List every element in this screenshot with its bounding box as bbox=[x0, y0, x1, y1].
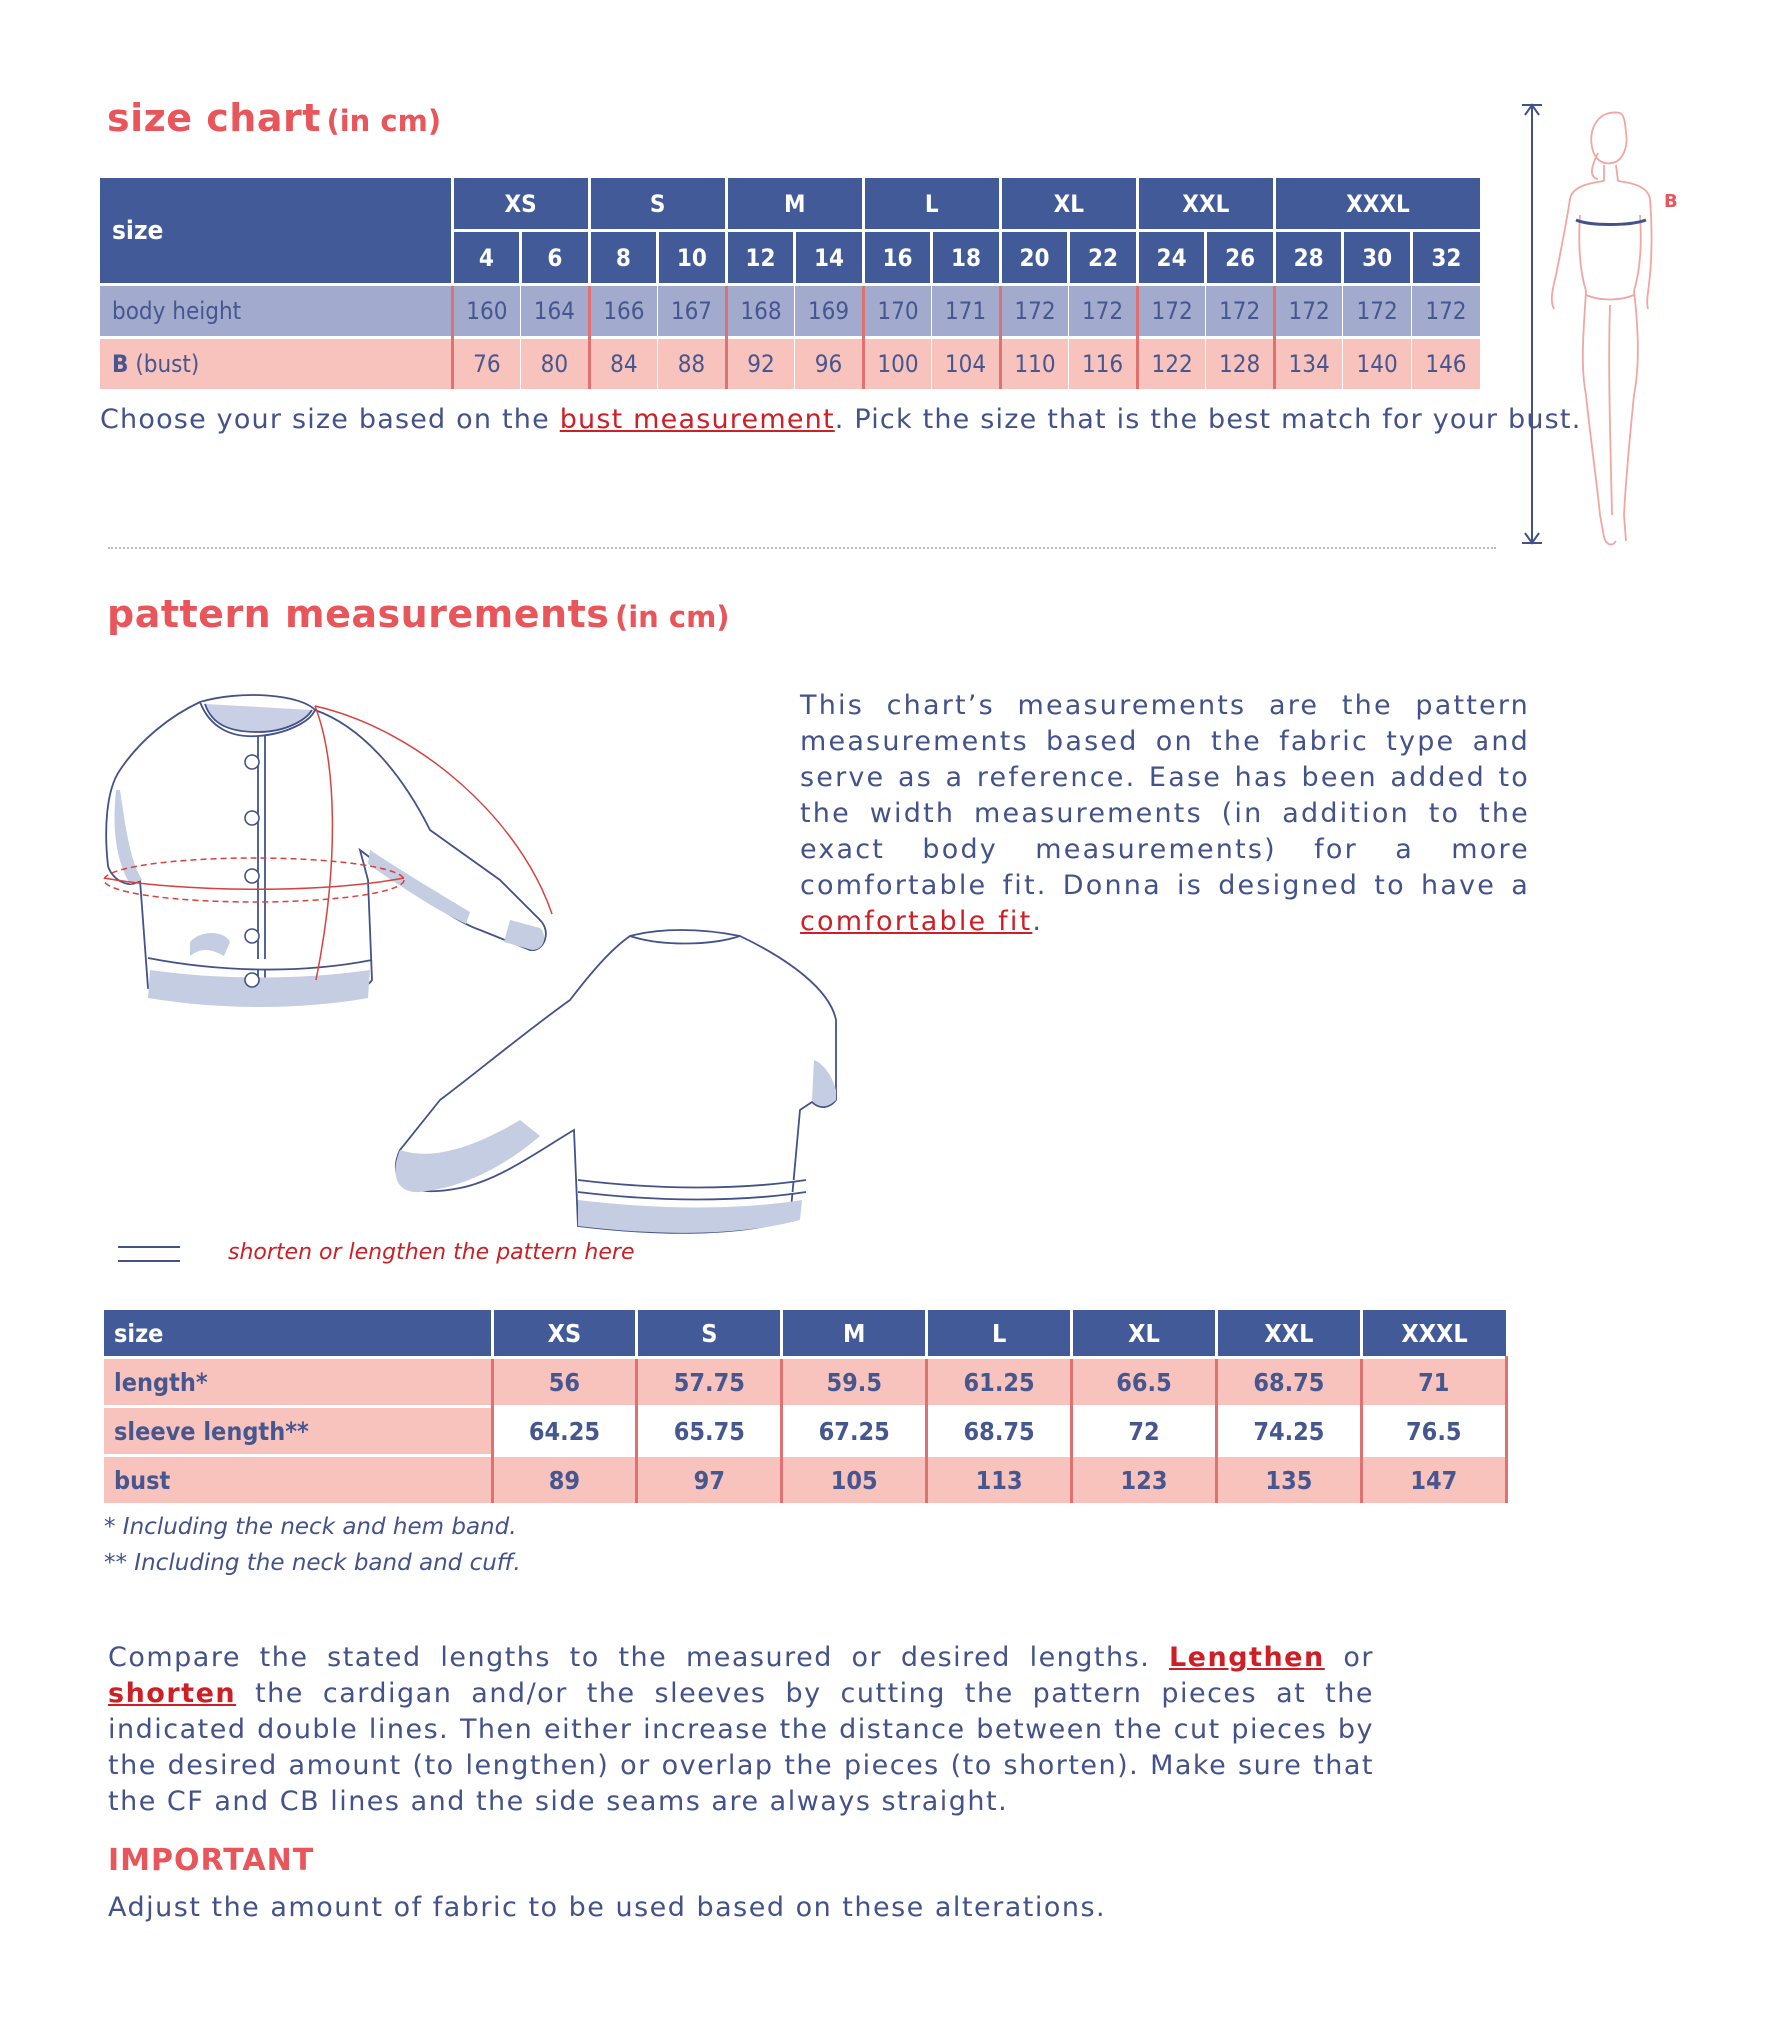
bust-value: 76 bbox=[452, 338, 521, 390]
important-heading: IMPORTANT bbox=[108, 1843, 315, 1878]
lengthen-link[interactable]: Lengthen bbox=[1168, 1642, 1325, 1673]
size-chart-title bbox=[107, 96, 441, 140]
body-height-value: 170 bbox=[863, 285, 932, 338]
size-number: 10 bbox=[658, 231, 727, 285]
pattern-title-text: pattern measurements bbox=[107, 592, 610, 636]
size-number: 32 bbox=[1411, 231, 1480, 285]
compare-paragraph bbox=[108, 1640, 1374, 1820]
size-chart-table bbox=[100, 178, 1480, 389]
bust-value: 128 bbox=[1206, 338, 1275, 390]
double-line-legend-icon bbox=[118, 1246, 180, 1262]
bust-value: 88 bbox=[658, 338, 727, 390]
shorten-lengthen-legend: shorten or lengthen the pattern here bbox=[228, 1240, 635, 1265]
length-value: 66.5 bbox=[1072, 1358, 1217, 1407]
pattern-size-label: size bbox=[104, 1310, 492, 1358]
footnote-length: * Including the neck and hem band. bbox=[104, 1514, 517, 1540]
compare-or: or bbox=[1324, 1642, 1375, 1673]
size-instruction-after: . Pick the size that is the best match for your bust. bbox=[834, 404, 1582, 435]
body-height-label: body height bbox=[100, 285, 452, 338]
body-height-value: 172 bbox=[1069, 285, 1138, 338]
body-height-value: 171 bbox=[932, 285, 1001, 338]
bust-row bbox=[100, 338, 1480, 390]
pattern-bust-value: 89 bbox=[492, 1456, 637, 1504]
body-height-value: 172 bbox=[1000, 285, 1069, 338]
size-number: 24 bbox=[1137, 231, 1206, 285]
size-group-xl: XL bbox=[1000, 178, 1137, 231]
comfortable-fit-link[interactable]: comfortable fit bbox=[800, 906, 1033, 937]
length-value: 61.25 bbox=[927, 1358, 1072, 1407]
size-group-xxxl: XXXL bbox=[1274, 178, 1480, 231]
body-height-value: 166 bbox=[589, 285, 658, 338]
size-group-s: S bbox=[589, 178, 726, 231]
size-number: 4 bbox=[452, 231, 521, 285]
bust-value: 84 bbox=[589, 338, 658, 390]
pattern-bust-value: 123 bbox=[1072, 1456, 1217, 1504]
bust-value: 140 bbox=[1343, 338, 1412, 390]
size-number: 12 bbox=[726, 231, 795, 285]
pattern-bust-row bbox=[104, 1456, 1506, 1504]
bust-value: 80 bbox=[521, 338, 590, 390]
important-text: Adjust the amount of fabric to be used based on these alterations. bbox=[108, 1892, 1107, 1923]
body-height-value: 167 bbox=[658, 285, 727, 338]
size-group-l: L bbox=[863, 178, 1000, 231]
pattern-size-xxl: XXL bbox=[1216, 1310, 1361, 1358]
pattern-header-row bbox=[104, 1310, 1506, 1358]
sleeve-length-value: 65.75 bbox=[637, 1407, 782, 1456]
size-number: 16 bbox=[863, 231, 932, 285]
body-height-value: 172 bbox=[1137, 285, 1206, 338]
size-number: 20 bbox=[1000, 231, 1069, 285]
bust-label-prefix: B bbox=[112, 350, 129, 378]
size-chart-unit: (in cm) bbox=[326, 104, 442, 138]
size-group-xxl: XXL bbox=[1137, 178, 1274, 231]
body-height-value: 172 bbox=[1206, 285, 1275, 338]
bust-value: 116 bbox=[1069, 338, 1138, 390]
body-height-value: 168 bbox=[726, 285, 795, 338]
front-cardigan bbox=[106, 695, 546, 1000]
sleeve-length-value: 68.75 bbox=[927, 1407, 1072, 1456]
cardigan-illustration bbox=[100, 680, 840, 1240]
pattern-description-end: . bbox=[1032, 906, 1044, 937]
bust-value: 96 bbox=[795, 338, 864, 390]
body-height-value: 172 bbox=[1343, 285, 1412, 338]
compare-text-2: the cardigan and/or the sleeves by cutting the pattern pieces at the indicated double lines. Then either increase the distance between the cut pieces by the desired amount (to lengthen) or overlap the pieces (to shorten). Make sure that the CF and CB lines and the side seams are always straight. bbox=[108, 1678, 1374, 1817]
length-value: 56 bbox=[492, 1358, 637, 1407]
footnote-sleeve: ** Including the neck band and cuff. bbox=[104, 1550, 521, 1576]
pattern-size-xxxl: XXXL bbox=[1361, 1310, 1506, 1358]
length-value: 68.75 bbox=[1216, 1358, 1361, 1407]
size-number: 30 bbox=[1343, 231, 1412, 285]
size-group-row bbox=[100, 178, 1480, 231]
size-group-xs: XS bbox=[452, 178, 589, 231]
body-height-value: 169 bbox=[795, 285, 864, 338]
size-header-label: size bbox=[112, 215, 164, 246]
pattern-bust-value: 113 bbox=[927, 1456, 1072, 1504]
bust-value: 146 bbox=[1411, 338, 1480, 390]
size-number: 14 bbox=[795, 231, 864, 285]
sleeve-length-value: 76.5 bbox=[1361, 1407, 1506, 1456]
pattern-size-s: S bbox=[637, 1310, 782, 1358]
sleeve-length-row bbox=[104, 1407, 1506, 1456]
size-instruction-before: Choose your size based on the bbox=[100, 404, 560, 435]
figure-bust-label: B bbox=[1664, 191, 1678, 212]
size-number: 26 bbox=[1206, 231, 1275, 285]
pattern-bust-label: bust bbox=[104, 1456, 492, 1504]
sleeve-length-value: 72 bbox=[1072, 1407, 1217, 1456]
shorten-link[interactable]: shorten bbox=[108, 1678, 237, 1709]
bust-value: 100 bbox=[863, 338, 932, 390]
bust-label bbox=[100, 338, 452, 390]
bust-line bbox=[1576, 220, 1646, 225]
bust-value: 110 bbox=[1000, 338, 1069, 390]
pattern-bust-value: 135 bbox=[1216, 1456, 1361, 1504]
size-group-m: M bbox=[726, 178, 863, 231]
pattern-bust-value: 147 bbox=[1361, 1456, 1506, 1504]
pattern-size-xl: XL bbox=[1072, 1310, 1217, 1358]
length-row bbox=[104, 1358, 1506, 1407]
compare-text-1: Compare the stated lengths to the measured or desired lengths. bbox=[108, 1642, 1169, 1673]
pattern-size-m: M bbox=[782, 1310, 927, 1358]
length-label: length* bbox=[104, 1358, 492, 1407]
body-height-value: 172 bbox=[1411, 285, 1480, 338]
pattern-bust-value: 105 bbox=[782, 1456, 927, 1504]
body-height-value: 160 bbox=[452, 285, 521, 338]
length-value: 71 bbox=[1361, 1358, 1506, 1407]
size-chart-title-text: size chart bbox=[107, 96, 321, 140]
bust-value: 122 bbox=[1137, 338, 1206, 390]
pattern-description bbox=[800, 688, 1530, 940]
size-number: 28 bbox=[1274, 231, 1343, 285]
sleeve-length-value: 74.25 bbox=[1216, 1407, 1361, 1456]
body-height-row bbox=[100, 285, 1480, 338]
size-number: 22 bbox=[1069, 231, 1138, 285]
back-cardigan bbox=[396, 930, 836, 1233]
pattern-description-text: This chart’s measurements are the pattern measurements based on the fabric type and serve as a reference. Ease has been added to the width measurements (in addition to the exact body measurements) for a more comfortable fit. Donna is designed to have a bbox=[800, 690, 1530, 901]
size-number: 18 bbox=[932, 231, 1001, 285]
woman-outline bbox=[1552, 112, 1652, 544]
section-divider bbox=[108, 547, 1496, 549]
bust-value: 134 bbox=[1274, 338, 1343, 390]
pattern-bust-value: 97 bbox=[637, 1456, 782, 1504]
pattern-title bbox=[107, 592, 730, 636]
sleeve-length-value: 64.25 bbox=[492, 1407, 637, 1456]
body-figure-illustration bbox=[1500, 95, 1680, 555]
height-arrow bbox=[1522, 105, 1542, 543]
length-value: 57.75 bbox=[637, 1358, 782, 1407]
bust-value: 92 bbox=[726, 338, 795, 390]
pattern-unit: (in cm) bbox=[614, 600, 730, 634]
size-number: 6 bbox=[521, 231, 590, 285]
bust-measurement-link[interactable]: bust measurement bbox=[559, 404, 835, 435]
body-height-value: 164 bbox=[521, 285, 590, 338]
size-instruction bbox=[100, 402, 1582, 438]
size-number: 8 bbox=[589, 231, 658, 285]
sleeve-length-value: 67.25 bbox=[782, 1407, 927, 1456]
sleeve-length-label: sleeve length** bbox=[104, 1407, 492, 1456]
length-value: 59.5 bbox=[782, 1358, 927, 1407]
body-height-value: 172 bbox=[1274, 285, 1343, 338]
bust-value: 104 bbox=[932, 338, 1001, 390]
pattern-size-l: L bbox=[927, 1310, 1072, 1358]
pattern-measurements-table bbox=[104, 1310, 1508, 1503]
pattern-size-xs: XS bbox=[492, 1310, 637, 1358]
bust-label-suffix: (bust) bbox=[135, 350, 200, 378]
